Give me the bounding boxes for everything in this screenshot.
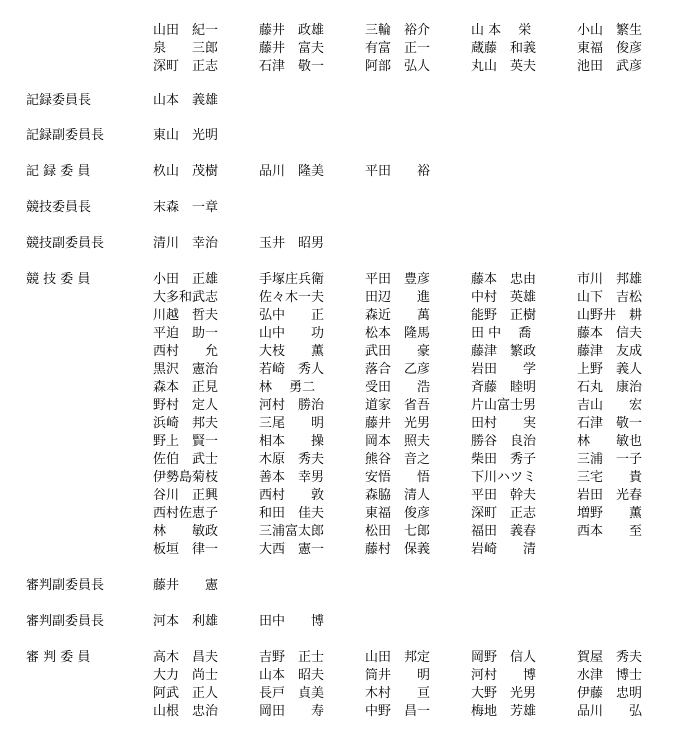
person-name: 佐々木一夫 bbox=[259, 290, 325, 305]
person-name: 大野 光男 bbox=[471, 686, 537, 701]
person-name: 善本 幸男 bbox=[259, 470, 325, 485]
person-name: 岩田 光春 bbox=[577, 488, 643, 503]
person-name: 黒沢 憲治 bbox=[153, 362, 219, 377]
role-label: 記 録 委 員 bbox=[26, 164, 91, 179]
person-name: 和田 佳夫 bbox=[259, 506, 325, 521]
person-name: 大力 尚士 bbox=[153, 668, 219, 683]
person-name: 斉藤 睦明 bbox=[471, 380, 537, 395]
person-name: 森脇 清人 bbox=[365, 488, 431, 503]
role-label: 審判副委員長 bbox=[26, 614, 105, 629]
person-name: 大西 憲一 bbox=[259, 542, 325, 557]
person-name: 三尾 明 bbox=[259, 416, 325, 431]
person-name: 山田 紀一 bbox=[153, 23, 219, 38]
person-name: 岡本 照夫 bbox=[365, 434, 431, 449]
person-name: 野上 賢一 bbox=[153, 434, 219, 449]
person-name: 小田 正雄 bbox=[153, 272, 219, 287]
person-name: 西本 至 bbox=[577, 524, 643, 539]
person-name: 市川 邦雄 bbox=[577, 272, 643, 287]
person-name: 相本 操 bbox=[259, 434, 325, 449]
person-name: 受田 浩 bbox=[365, 380, 431, 395]
person-name: 阿武 正人 bbox=[153, 686, 219, 701]
person-name: 大枝 薫 bbox=[259, 344, 325, 359]
role-label: 競技委員長 bbox=[26, 200, 92, 215]
person-name: 石津 敬一 bbox=[259, 59, 325, 74]
person-name: 岡野 信人 bbox=[471, 650, 537, 665]
person-name: 清川 幸治 bbox=[153, 236, 219, 251]
person-name: 阿部 弘人 bbox=[365, 59, 431, 74]
person-name: 佐伯 武士 bbox=[153, 452, 219, 467]
person-name: 落合 乙彦 bbox=[365, 362, 431, 377]
person-name: 武田 豪 bbox=[365, 344, 431, 359]
person-name: 岩崎 清 bbox=[471, 542, 537, 557]
person-name: 野村 定人 bbox=[153, 398, 219, 413]
person-name: 森近 萬 bbox=[365, 308, 431, 323]
person-name: 深町 正志 bbox=[471, 506, 537, 521]
person-name: 藤本 信夫 bbox=[577, 326, 643, 341]
person-name: 勝谷 良治 bbox=[471, 434, 537, 449]
person-name: 藤本 忠由 bbox=[471, 272, 537, 287]
person-name: 上野 義人 bbox=[577, 362, 643, 377]
person-name: 三輪 裕介 bbox=[365, 23, 431, 38]
person-name: 深町 正志 bbox=[153, 59, 219, 74]
person-name: 西村 允 bbox=[153, 344, 219, 359]
person-name: 山 本 栄 bbox=[471, 23, 532, 38]
person-name: 松田 七郎 bbox=[365, 524, 431, 539]
person-name: 田村 実 bbox=[471, 416, 537, 431]
person-name: 泉 三郎 bbox=[153, 41, 219, 56]
person-name: 谷川 正興 bbox=[153, 488, 219, 503]
person-name: 平迫 助一 bbox=[153, 326, 219, 341]
person-name: 浜崎 邦夫 bbox=[153, 416, 219, 431]
person-name: 梅地 芳雄 bbox=[471, 704, 537, 719]
person-name: 藤村 保義 bbox=[365, 542, 431, 557]
person-name: 東福 俊彦 bbox=[365, 506, 431, 521]
person-name: 杦山 茂樹 bbox=[153, 164, 219, 179]
person-name: 品川 隆美 bbox=[259, 164, 325, 179]
person-name: 木原 秀夫 bbox=[259, 452, 325, 467]
person-name: 安悟 悟 bbox=[365, 470, 431, 485]
person-name: 平田 幹夫 bbox=[471, 488, 537, 503]
role-label: 競技副委員長 bbox=[26, 236, 105, 251]
person-name: 若崎 秀人 bbox=[259, 362, 325, 377]
person-name: 石丸 康治 bbox=[577, 380, 643, 395]
person-name: 柴田 秀子 bbox=[471, 452, 537, 467]
person-name: 西村 敦 bbox=[259, 488, 325, 503]
role-label: 記録副委員長 bbox=[26, 128, 105, 143]
person-name: 田辺 進 bbox=[365, 290, 431, 305]
person-name: 平田 裕 bbox=[365, 164, 431, 179]
person-name: 川越 哲夫 bbox=[153, 308, 219, 323]
person-name: 山本 義雄 bbox=[153, 93, 219, 108]
person-name: 山本 昭夫 bbox=[259, 668, 325, 683]
person-name: 三宅 貴 bbox=[577, 470, 643, 485]
person-name: 熊谷 音之 bbox=[365, 452, 431, 467]
person-name: 石津 敬一 bbox=[577, 416, 643, 431]
person-name: 河本 利雄 bbox=[153, 614, 219, 629]
person-name: 山中 功 bbox=[259, 326, 325, 341]
person-name: 伊勢島菊枝 bbox=[153, 470, 219, 485]
person-name: 松本 隆馬 bbox=[365, 326, 431, 341]
person-name: 玉井 昭男 bbox=[259, 236, 325, 251]
person-name: 長戸 貞美 bbox=[259, 686, 325, 701]
person-name: 増野 薫 bbox=[577, 506, 643, 521]
person-name: 河村 博 bbox=[471, 668, 537, 683]
person-name: 藤津 友成 bbox=[577, 344, 643, 359]
person-name: 森本 正見 bbox=[153, 380, 219, 395]
person-name: 木村 亘 bbox=[365, 686, 431, 701]
person-name: 三浦 一子 bbox=[577, 452, 643, 467]
person-name: 吉野 正士 bbox=[259, 650, 325, 665]
person-name: 板垣 律一 bbox=[153, 542, 219, 557]
role-label: 審 判 委 員 bbox=[26, 650, 91, 665]
person-name: 蔵藤 和義 bbox=[471, 41, 537, 56]
person-name: 吉山 宏 bbox=[577, 398, 643, 413]
person-name: 伊藤 忠明 bbox=[577, 686, 643, 701]
person-name: 藤井 光男 bbox=[365, 416, 431, 431]
person-name: 水津 博士 bbox=[577, 668, 643, 683]
person-name: 大多和武志 bbox=[153, 290, 219, 305]
person-name: 岡田 寿 bbox=[259, 704, 325, 719]
person-name: 筒井 明 bbox=[365, 668, 431, 683]
person-name: 高木 昌夫 bbox=[153, 650, 219, 665]
role-label: 審判副委員長 bbox=[26, 578, 105, 593]
person-name: 有富 正一 bbox=[365, 41, 431, 56]
person-name: 小山 繁生 bbox=[577, 23, 643, 38]
person-name: 藤井 憲 bbox=[153, 578, 219, 593]
person-name: 山田 邦定 bbox=[365, 650, 431, 665]
person-name: 岩田 学 bbox=[471, 362, 537, 377]
person-name: 中村 英雄 bbox=[471, 290, 537, 305]
person-name: 品川 弘 bbox=[577, 704, 643, 719]
person-name: 藤井 政雄 bbox=[259, 23, 325, 38]
person-name: 池田 武彦 bbox=[577, 59, 643, 74]
person-name: 弘中 正 bbox=[259, 308, 325, 323]
person-name: 山下 吉松 bbox=[577, 290, 643, 305]
person-name: 西村佐恵子 bbox=[153, 506, 219, 521]
role-label: 記録委員長 bbox=[26, 93, 92, 108]
person-name: 中野 昌一 bbox=[365, 704, 431, 719]
person-name: 福田 義春 bbox=[471, 524, 537, 539]
person-name: 平田 豊彦 bbox=[365, 272, 431, 287]
person-name: 藤津 繁政 bbox=[471, 344, 537, 359]
person-name: 片山富士男 bbox=[471, 398, 537, 413]
person-name: 田中 博 bbox=[259, 614, 325, 629]
person-name: 三浦富太郎 bbox=[259, 524, 325, 539]
person-name: 東福 俊彦 bbox=[577, 41, 643, 56]
person-name: 手塚庄兵衛 bbox=[259, 272, 325, 287]
person-name: 山野井 耕 bbox=[577, 308, 643, 323]
person-name: 河村 勝治 bbox=[259, 398, 325, 413]
person-name: 下川ハツミ bbox=[471, 470, 537, 485]
person-name: 丸山 英夫 bbox=[471, 59, 537, 74]
person-name: 藤井 富夫 bbox=[259, 41, 325, 56]
person-name: 末森 一章 bbox=[153, 200, 219, 215]
person-name: 東山 光明 bbox=[153, 128, 219, 143]
person-name: 能野 正樹 bbox=[471, 308, 537, 323]
person-name: 林 敏也 bbox=[577, 434, 643, 449]
role-label: 競 技 委 員 bbox=[26, 272, 91, 287]
person-name: 山根 忠治 bbox=[153, 704, 219, 719]
person-name: 賀屋 秀夫 bbox=[577, 650, 643, 665]
person-name: 田 中 喬 bbox=[471, 326, 532, 341]
person-name: 道家 省吾 bbox=[365, 398, 431, 413]
person-name: 林 敏政 bbox=[153, 524, 219, 539]
person-name: 林 勇二 bbox=[259, 380, 316, 395]
